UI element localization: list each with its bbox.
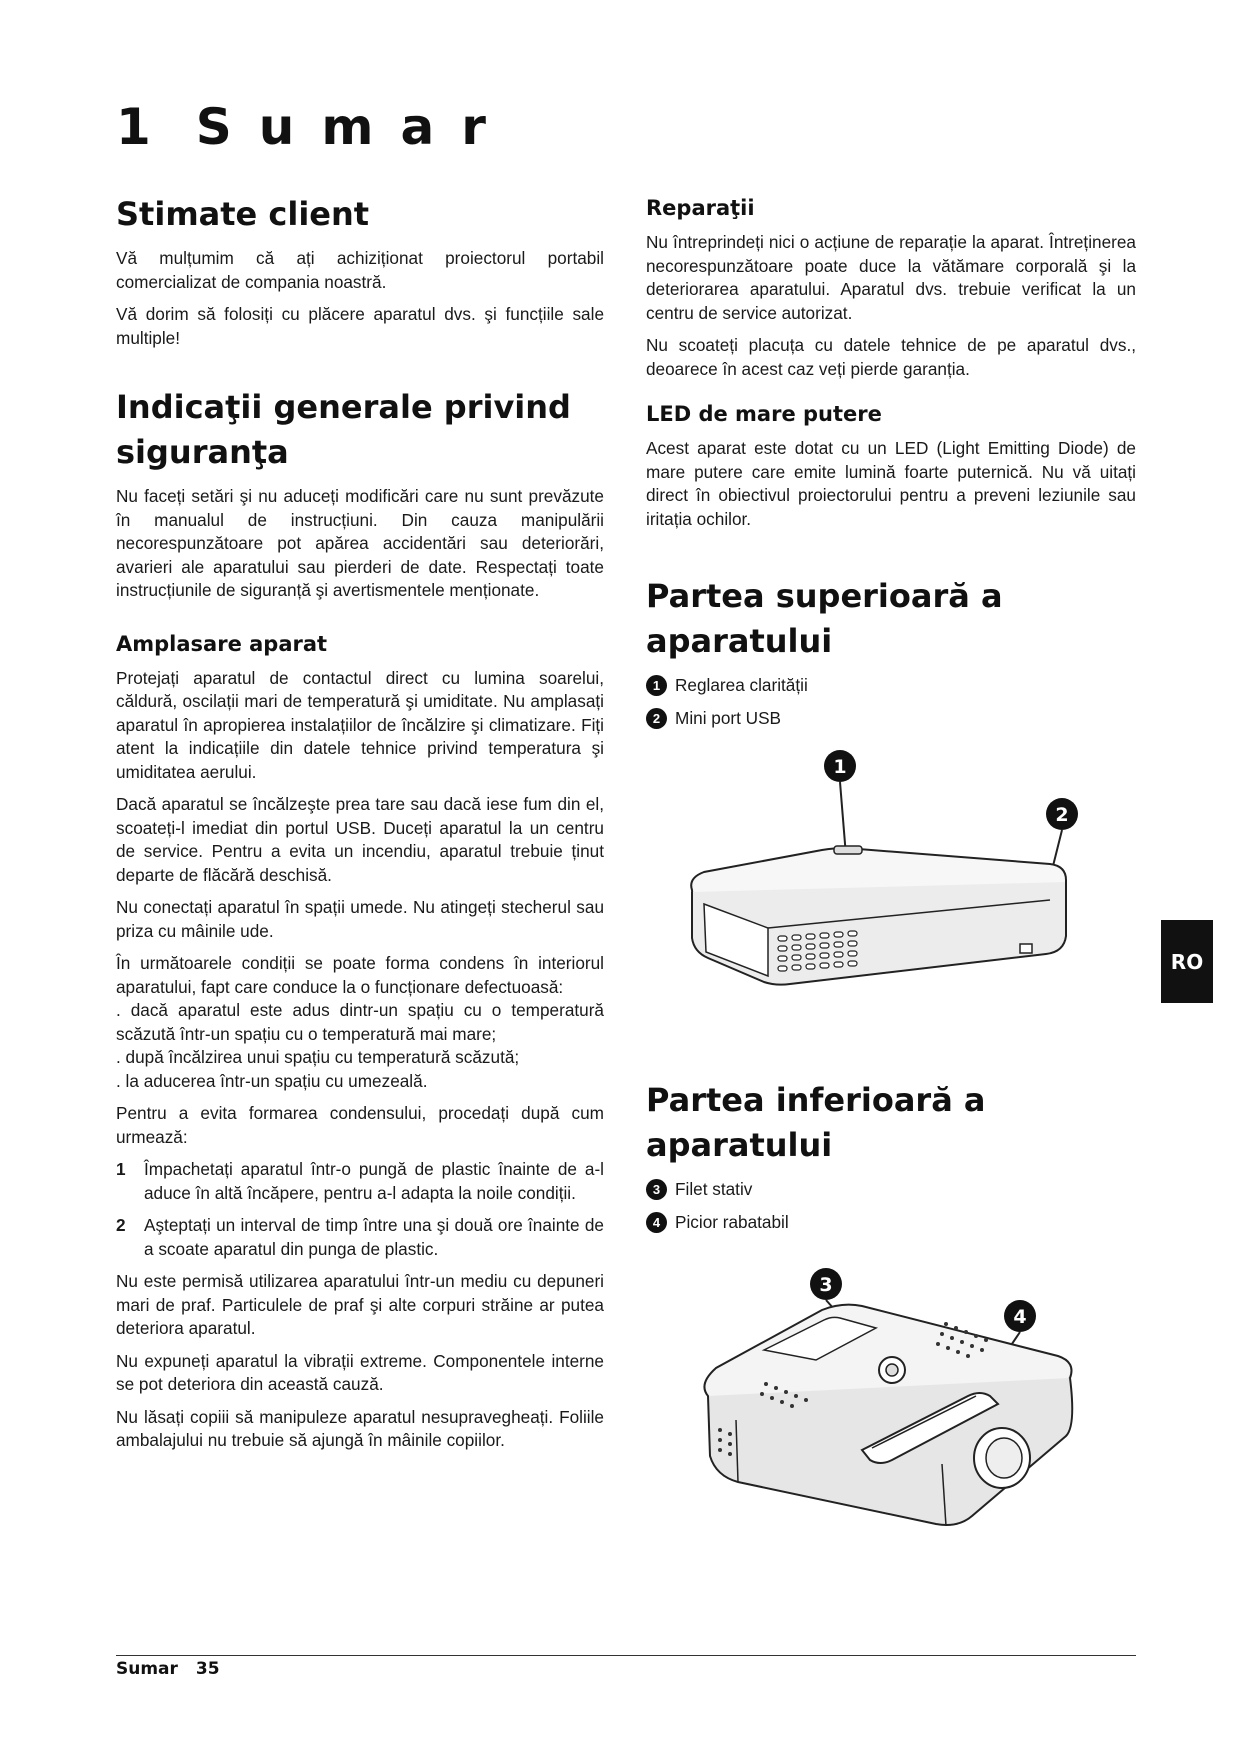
top-side-heading: Partea superioară a aparatului xyxy=(646,577,1003,660)
repairs-heading: Reparaţii xyxy=(646,196,755,220)
part-label: Filet stativ xyxy=(675,1179,753,1199)
part-item xyxy=(646,1211,1136,1234)
chapter-name: Sumar xyxy=(195,98,513,156)
part-label: Mini port USB xyxy=(675,708,782,728)
placement-paragraph-5: Pentru a evita formarea condensului, procedați după cum urmează: xyxy=(116,1103,604,1147)
step-item xyxy=(116,1214,604,1261)
part-item xyxy=(646,674,1136,697)
left-column xyxy=(116,192,604,1462)
part-label: Picior rabatabil xyxy=(675,1212,789,1232)
step-text: Împachetați aparatul într-o pungă de plastic înainte de a-l aduce în altă încăpere, pentru a-l adapta la noile condiții. xyxy=(144,1159,604,1203)
safety-heading: Indicaţii generale privind siguranţa xyxy=(116,388,571,471)
footer-section: Sumar xyxy=(116,1659,178,1679)
repairs-paragraph-2: Nu scoateți placuța cu datele tehnice de pe aparatul dvs., deoarece în acest caz veți pierde garanția. xyxy=(646,335,1136,379)
welcome-heading: Stimate client xyxy=(116,195,370,233)
number-badge: 2 xyxy=(646,708,667,729)
footer-page-number: 35 xyxy=(195,1659,220,1679)
page-footer xyxy=(116,1659,220,1679)
welcome-paragraph-2: Vă dorim să folosiți cu plăcere aparatul dvs. şi funcțiile sale multiple! xyxy=(116,304,604,348)
part-item xyxy=(646,707,1136,730)
led-paragraph: Acest aparat este dotat cu un LED (Light Emitting Diode) de mare putere care emite lumină foarte puternică. Nu vă uitați direct în obiectivul proiectorului pentru a preveni leziunile sau iritația ochilor. xyxy=(646,438,1136,529)
svg-text:1: 1 xyxy=(833,756,847,778)
number-badge: 1 xyxy=(646,675,667,696)
svg-text:3: 3 xyxy=(819,1274,833,1296)
projector-top-illustration xyxy=(646,740,1136,1025)
step-item xyxy=(116,1158,604,1205)
placement-paragraph-4: În următoarele condiții se poate forma condens în interiorul aparatului, fapt care conduce la o funcționare defectuoasă: xyxy=(116,953,604,997)
safety-paragraph: Nu faceți setări şi nu aduceți modificări care nu sunt prevăzute în manualul de instrucțiuni. Din cauza manipulării necorespunzătoare pot apărea accidentări sau deteriorări, avarieri ale aparatului sau pierderi de date. Respectați toate instrucțiunile de siguranță şi avertismentele menționate. xyxy=(116,486,604,600)
bottom-side-heading: Partea inferioară a aparatului xyxy=(646,1081,986,1164)
placement-paragraph-6: Nu este permisă utilizarea aparatului într-un mediu cu depuneri mari de praf. Particulele de praf şi alte corpuri străine ar putea deteriora aparatul. xyxy=(116,1271,604,1338)
condition-item: . la aducerea într-un spațiu cu umezeală. xyxy=(116,1070,428,1091)
language-tab: RO xyxy=(1161,920,1213,1003)
step-number: 1 xyxy=(116,1159,126,1179)
right-column xyxy=(646,194,1136,1579)
number-badge: 3 xyxy=(646,1179,667,1200)
placement-paragraph-7: Nu expuneți aparatul la vibrații extreme. Componentele interne se pot deteriora din această cauză. xyxy=(116,1350,604,1394)
condition-item: . dacă aparatul este adus dintr-un spațiu cu o temperatură scăzută într-un spațiu cu o temperatură mai mare; xyxy=(116,1000,604,1044)
chapter-number: 1 xyxy=(116,98,178,156)
part-label: Reglarea clarității xyxy=(675,675,808,695)
step-text: Aşteptați un interval de timp între una şi două ore înainte de a scoate aparatul din punga de plastic. xyxy=(144,1215,604,1259)
svg-text:2: 2 xyxy=(1055,804,1069,826)
condition-item: . după încălzirea unui spațiu cu temperatură scăzută; xyxy=(116,1047,520,1067)
placement-paragraph-3: Nu conectați aparatul în spații umede. Nu atingeți stecherul sau priza cu mâinile ude. xyxy=(116,897,604,941)
projector-bottom-illustration xyxy=(646,1244,1136,1574)
part-item xyxy=(646,1178,1136,1201)
placement-paragraph-2: Dacă aparatul se încălzeşte prea tare sau dacă iese fum din el, scoateți-l imediat din portul USB. Duceți aparatul la un centru de service. Pentru a evita un incendiu, aparatul trebuie ținut departe de flăcără deschisă. xyxy=(116,794,604,885)
condition-list xyxy=(116,999,604,1093)
led-heading: LED de mare putere xyxy=(646,402,882,426)
step-number: 2 xyxy=(116,1215,126,1235)
repairs-paragraph-1: Nu întreprindeți nici o acțiune de reparație la aparat. Întreținerea necorespunzătoare poate duce la vătămare corporală şi la deteriorarea aparatului. Aparatul dvs. trebuie verificat la un centru de service autorizat. xyxy=(646,232,1136,323)
footer-rule xyxy=(116,1655,1136,1656)
welcome-paragraph-1: Vă mulțumim că ați achiziționat proiectorul portabil comercializat de compania noastră. xyxy=(116,248,604,292)
chapter-title xyxy=(116,98,513,156)
placement-heading: Amplasare aparat xyxy=(116,631,328,656)
svg-text:4: 4 xyxy=(1013,1306,1027,1328)
number-badge: 4 xyxy=(646,1212,667,1233)
placement-paragraph-8: Nu lăsați copiii să manipuleze aparatul nesupravegheați. Foliile ambalajului nu trebuie să ajungă în mâinile copiilor. xyxy=(116,1406,604,1450)
placement-paragraph-1: Protejați aparatul de contactul direct cu lumina soarelui, căldură, oscilații mari de temperatură şi umiditate. Nu amplasați aparatul în apropierea instalațiilor de încălzire şi climatizare. Fiți atent la indicațiile din datele tehnice privind temperatura şi umiditatea aerului. xyxy=(116,667,604,782)
